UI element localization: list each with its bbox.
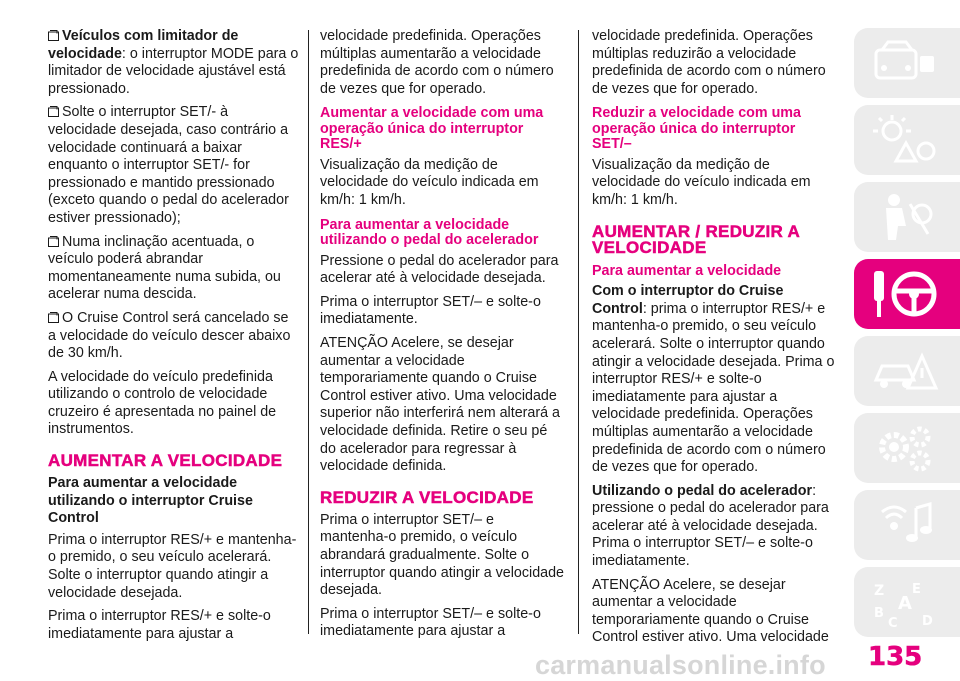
- svg-text:B: B: [874, 606, 884, 621]
- tab-multimedia[interactable]: [854, 490, 960, 560]
- paragraph-text: Solte o interruptor SET/- à velocidade desejada, caso contrário a velocidade continuará a baixar enquanto o interruptor SET/- for pressionado e mantido pressionado (exceto quando o pedal do acelerador estiver pressionado);: [48, 104, 289, 226]
- bullet-icon: [48, 312, 59, 323]
- warning-paragraph: ATENÇÃO Acelere, se desejar aumentar a velocidade temporariamente quando o Cruise Control estiver ativo. Uma velocidade: [592, 576, 829, 646]
- tab-starting-driving[interactable]: [854, 259, 960, 329]
- paragraph-text: : o interruptor MODE para o limitador de velocidade ajustável está pressionado.: [48, 45, 299, 97]
- section-heading: AUMENTAR A VELOCIDADE: [48, 451, 283, 471]
- tab-emergency[interactable]: [854, 336, 960, 406]
- svg-text:D: D: [922, 614, 933, 629]
- safety-airbag-icon: [870, 190, 940, 244]
- chapter-tabs: [854, 28, 960, 644]
- bullet-icon: [48, 236, 59, 247]
- paragraph: Prima o interruptor SET/– e solte-o imediatamente para ajustar a: [320, 605, 541, 640]
- paragraph: velocidade predefinida. Operações múltiplas aumentarão a velocidade predefinida de acordo com o número de vezes que for operado.: [320, 28, 554, 97]
- paragraph: Prima o interruptor RES/+ e solte-o imediatamente para ajustar a: [48, 608, 271, 642]
- subheading: Reduzir a velocidade com uma operação única do interruptor SET/–: [592, 105, 801, 153]
- subheading: Aumentar a velocidade com uma operação única do interruptor RES/+: [320, 105, 544, 153]
- paragraph-text: : prima o interruptor RES/+ e mantenha-o premido, o seu veículo acelerará. Solte o interruptor quando atingir a velocidade desejada. Prima o interruptor RES/+ e solte-o imediatamente para ajustar a velocidade predefinida. Operações múltiplas aumentarão a velocidade predefinida de acordo com o número de vezes que for operado.: [592, 300, 835, 476]
- column-1: [48, 28, 300, 649]
- paragraph: Pressione o pedal do acelerador para acelerar até à velocidade desejada.: [320, 252, 559, 287]
- tab-dashboard[interactable]: [854, 28, 960, 98]
- tab-warning-lights[interactable]: [854, 105, 960, 175]
- paragraph: A velocidade do veículo predefinida utilizando o controlo de velocidade cruzeiro é apresentada no painel de instrumentos.: [48, 368, 277, 438]
- paragraph: Visualização da medição de velocidade do veículo indicada em km/h: 1 km/h.: [320, 156, 539, 209]
- column-2: [320, 28, 564, 647]
- section-heading: REDUZIR A VELOCIDADE: [320, 487, 534, 507]
- index-letters-icon: [870, 575, 940, 629]
- tab-index[interactable]: [854, 567, 960, 637]
- subheading: Para aumentar a velocidade: [592, 262, 782, 279]
- paragraph: [592, 283, 838, 477]
- section-heading: AUMENTAR / REDUZIR A VELOCIDADE: [592, 221, 800, 257]
- paragraph: [48, 104, 300, 227]
- paragraph: [48, 310, 300, 363]
- warning-paragraph: ATENÇÃO Acelere, se desejar aumentar a velocidade temporariamente quando o Cruise Control estiver ativo. Uma velocidade superior não interferirá nem alterará a velocidade definida. Retire o seu pé do acelerador para regressar à velocidade definida.: [320, 335, 560, 475]
- warning-lights-icon: [870, 113, 940, 167]
- bold-term: Veículos com limitador de velocidade: [48, 28, 239, 62]
- tab-maintenance[interactable]: [854, 413, 960, 483]
- paragraph-text: Numa inclinação acentuada, o veículo poderá abrandar momentaneamente numa subida, ou acelerar numa descida.: [48, 233, 281, 303]
- emergency-car-icon: [870, 344, 940, 398]
- maintenance-gears-icon: [870, 421, 940, 475]
- svg-text:Z: Z: [874, 583, 885, 599]
- paragraph: [48, 28, 300, 98]
- key-steering-wheel-icon: [870, 267, 940, 321]
- paragraph-text: O Cruise Control será cancelado se a velocidade do veículo descer abaixo de 30 km/h.: [48, 309, 291, 362]
- column-divider: [308, 30, 309, 634]
- bullet-icon: [48, 30, 59, 41]
- tab-safety[interactable]: [854, 182, 960, 252]
- column-3: [592, 28, 838, 653]
- paragraph: [592, 483, 838, 571]
- bold-term: Com o interruptor do Cruise Control: [592, 283, 784, 317]
- bullet-icon: [48, 106, 59, 117]
- paragraph: Visualização da medição de velocidade do veículo indicada em km/h: 1 km/h.: [592, 156, 811, 209]
- paragraph: Prima o interruptor RES/+ e mantenha-o premido, o seu veículo acelerará. Solte o interruptor quando atingir a velocidade desejada.: [48, 531, 297, 601]
- svg-text:A: A: [898, 593, 912, 614]
- multimedia-icon: [870, 498, 940, 552]
- car-dashboard-icon: [870, 36, 940, 90]
- svg-text:C: C: [888, 616, 898, 629]
- svg-text:E: E: [912, 582, 921, 597]
- paragraph: [48, 234, 300, 304]
- paragraph: Prima o interruptor SET/– e solte-o imediatamente.: [320, 293, 541, 328]
- paragraph-text: : pressione o pedal do acelerador para acelerar até à velocidade desejada. Prima o interruptor SET/– e solte-o imediatamente.: [592, 482, 829, 570]
- page-number: 135: [868, 642, 923, 672]
- subsection-heading: Para aumentar a velocidade utilizando o interruptor Cruise Control: [48, 475, 253, 527]
- paragraph: velocidade predefinida. Operações múltiplas reduzirão a velocidade predefinida de acordo com o número de vezes que for operado.: [592, 28, 826, 97]
- subheading: Para aumentar a velocidade utilizando o pedal do acelerador: [320, 216, 539, 249]
- bold-term: Utilizando o pedal do acelerador: [592, 482, 813, 499]
- watermark: carmanualsonline.info: [535, 650, 826, 680]
- column-divider: [578, 30, 579, 634]
- paragraph: Prima o interruptor SET/– e mantenha-o premido, o veículo abrandará gradualmente. Solte o interruptor quando atingir a velocidade desejada.: [320, 511, 565, 599]
